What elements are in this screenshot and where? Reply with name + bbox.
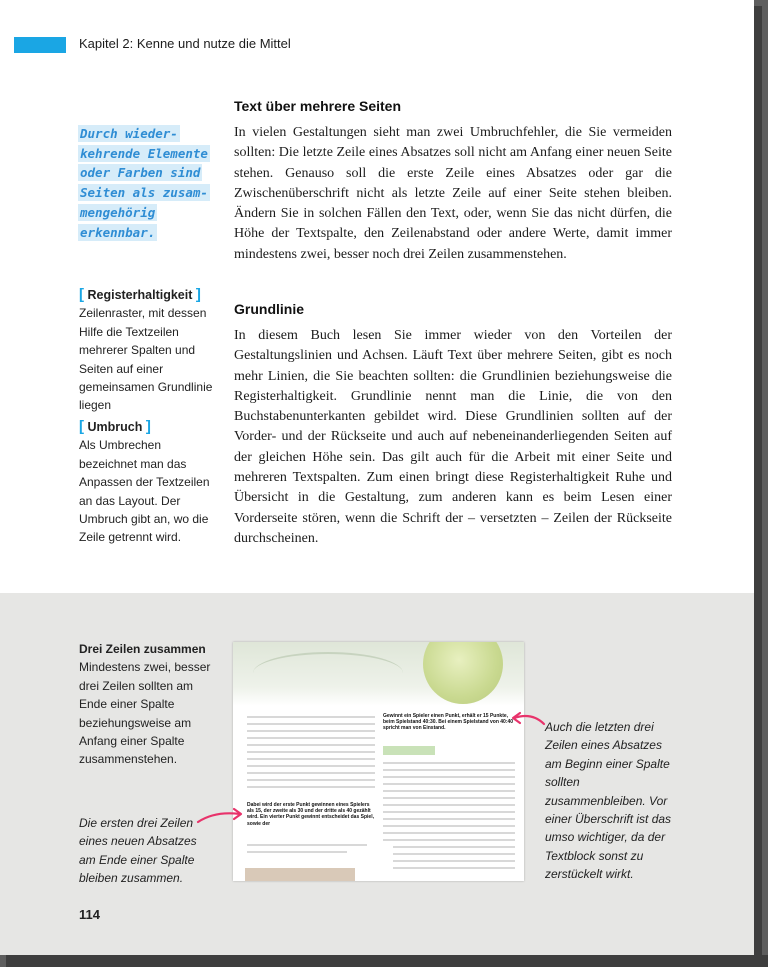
section-grundlinie (234, 300, 672, 549)
glossary-term-text: Zeilenraster, mit dessen Hilfe die Textzeilen mehrerer Spalten und Seiten auf einer gemeinsamen Grundlinie liegen (79, 306, 213, 413)
section-heading: Grundlinie (234, 301, 304, 317)
thumb-text-line (383, 825, 515, 827)
thumbnail-subheading (383, 746, 435, 755)
bracket-open-icon: [ (79, 418, 84, 435)
thumb-text-line (383, 783, 515, 785)
thumb-text-line (247, 751, 375, 753)
section-text-ueber-mehrere-seiten (234, 97, 672, 265)
glossary-term-registerhaltigkeit (79, 286, 217, 415)
section-body: In diesem Buch lesen Sie immer wieder von den Vorteilen der Gestaltungslinien und Achsen. Läuft Text über mehrere Seiten, gibt es noch mehr Linien, die Sie beachten sollten: die Grundlinien beziehungsweise die Registerhaltigkeit. Grundlinie nennt man die Linie, die von den Buchstabenunterkanten gebildet wird. Diese Grundlinien sollten auf der Vorder- und der Rückseite und auch auf nebeneinanderliegenden Seiten auf der gleichen Höhe sein. Das gilt auch für die Arbeit mit einer Seite und mehreren Textspalten. Zum einen bringt diese Registerhaltigkeit Ruhe und Übersicht in die Gestaltung, zum anderen kann es beim Lesen einer Vorderseite stören, wenn die Schrift der – versetzten – Zeilen der Rückseite durchscheinen. (234, 328, 672, 546)
margin-note-line: mengehörig (80, 204, 156, 220)
bracket-open-icon: [ (79, 286, 84, 303)
thumb-text-line (247, 779, 375, 781)
page-shadow-bottom (6, 955, 768, 967)
example-caption-left: Die ersten drei Zeilen eines neuen Absatzes am Ende einer Spalte bleiben zusammen. (79, 816, 197, 886)
thumb-text-line (383, 811, 515, 813)
bracket-close-icon: ] (195, 286, 201, 303)
thumb-text-line (393, 853, 515, 855)
thumb-text-line (247, 730, 375, 732)
arrow-left-icon (508, 710, 548, 730)
example-title: Drei Zeilen zusammen (79, 642, 206, 656)
thumb-text-line (383, 818, 515, 820)
glossary-term-text: Als Umbrechen bezeichnet man das Anpassen der Textzeilen an das Layout. Der Umbruch gibt an, wo die Zeile getrennt wird. (79, 438, 210, 545)
example-text: Mindestens zwei, besser drei Zeilen sollten am Ende einer Spalte beziehungsweise am Anfang einer Spalte zusammenstehen. (79, 660, 211, 767)
thumb-text-line (383, 776, 515, 778)
thumb-text-line (247, 716, 375, 718)
thumbnail-text-block-a: Gewinnt ein Spieler einen Punkt, erhält er 15 Punkte, beim Spielstand 40:30. Bei einem Spielstand von 40:40 spricht man von Einstand. (383, 713, 514, 732)
margin-note-line: Seiten als zusam- (80, 185, 208, 201)
thumb-text-line (247, 844, 367, 846)
thumbnail-footer-art (245, 868, 355, 881)
chapter-color-bar (14, 37, 66, 53)
chapter-header: Kapitel 2: Kenne und nutze die Mittel (79, 36, 291, 51)
arrow-right-icon (196, 804, 246, 828)
thumb-text-line (393, 846, 515, 848)
example-description (79, 640, 219, 769)
thumbnail-text-block-b: Dabei wird der erste Punkt gewinnen eines Spielers als 15, der zweite als 30 und der dritte als 40 gezählt wird. Ein vierter Punkt gewinnt entscheidet das Spiel, sowie der (247, 802, 374, 827)
thumb-text-line (383, 797, 515, 799)
thumb-text-line (383, 762, 515, 764)
thumb-text-line (383, 769, 515, 771)
thumb-text-line (247, 772, 375, 774)
thumb-text-line (247, 765, 375, 767)
thumb-text-line (247, 786, 375, 788)
section-body: In vielen Gestaltungen sieht man zwei Umbruchfehler, die Sie vermeiden sollten: Die letzte Zeile eines Absatzes soll nicht am Anfang einer neuen Seite stehen. Genauso soll die erste Zeile eines Absatzes oder gar die Zwischenüberschrift nicht als letzte Zeile auf einer Seite stehen bleiben. Ändern Sie in solchen Fällen den Text, oder, wenn Sie das nicht dürfen, die Höhe der Textspalte, den Zeilenabstand oder andere Werte, damit immer mindestens zwei, besser noch drei Zeilen zusammenstehen. (234, 125, 672, 262)
thumbnail-swirl-decoration (253, 652, 403, 694)
margin-note (78, 124, 213, 242)
thumb-text-line (247, 851, 347, 853)
thumb-text-line (393, 860, 515, 862)
thumb-text-line (383, 832, 515, 834)
thumb-text-line (383, 839, 515, 841)
glossary-term-umbruch (79, 418, 217, 547)
glossary-term-title: [ Umbruch ] (79, 418, 151, 435)
page-shadow-right (754, 6, 762, 967)
thumb-text-line (247, 737, 375, 739)
example-caption-right: Auch die letzten drei Zeilen eines Absatzes am Beginn einer Spalte sollten zusammenbleiben. Vor einer Überschrift ist das umso wichtiger, da der Textblock sonst zu zerstückelt wirkt. (545, 720, 672, 882)
page-number: 114 (79, 907, 100, 922)
example-thumbnail (233, 642, 524, 881)
thumb-text-line (383, 790, 515, 792)
margin-note-line: erkennbar. (80, 224, 156, 240)
thumb-text-line (383, 804, 515, 806)
section-heading: Text über mehrere Seiten (234, 98, 402, 114)
thumb-text-line (247, 758, 375, 760)
glossary-term-title: [ Registerhaltigkeit ] (79, 286, 201, 303)
thumb-text-line (393, 867, 515, 869)
bracket-close-icon: ] (145, 418, 151, 435)
thumb-text-line (247, 723, 375, 725)
margin-note-line: oder Farben sind (80, 165, 201, 181)
thumb-text-line (247, 744, 375, 746)
margin-note-line: kehrende Elemente (80, 145, 208, 161)
margin-note-line: Durch wieder- (80, 126, 178, 141)
